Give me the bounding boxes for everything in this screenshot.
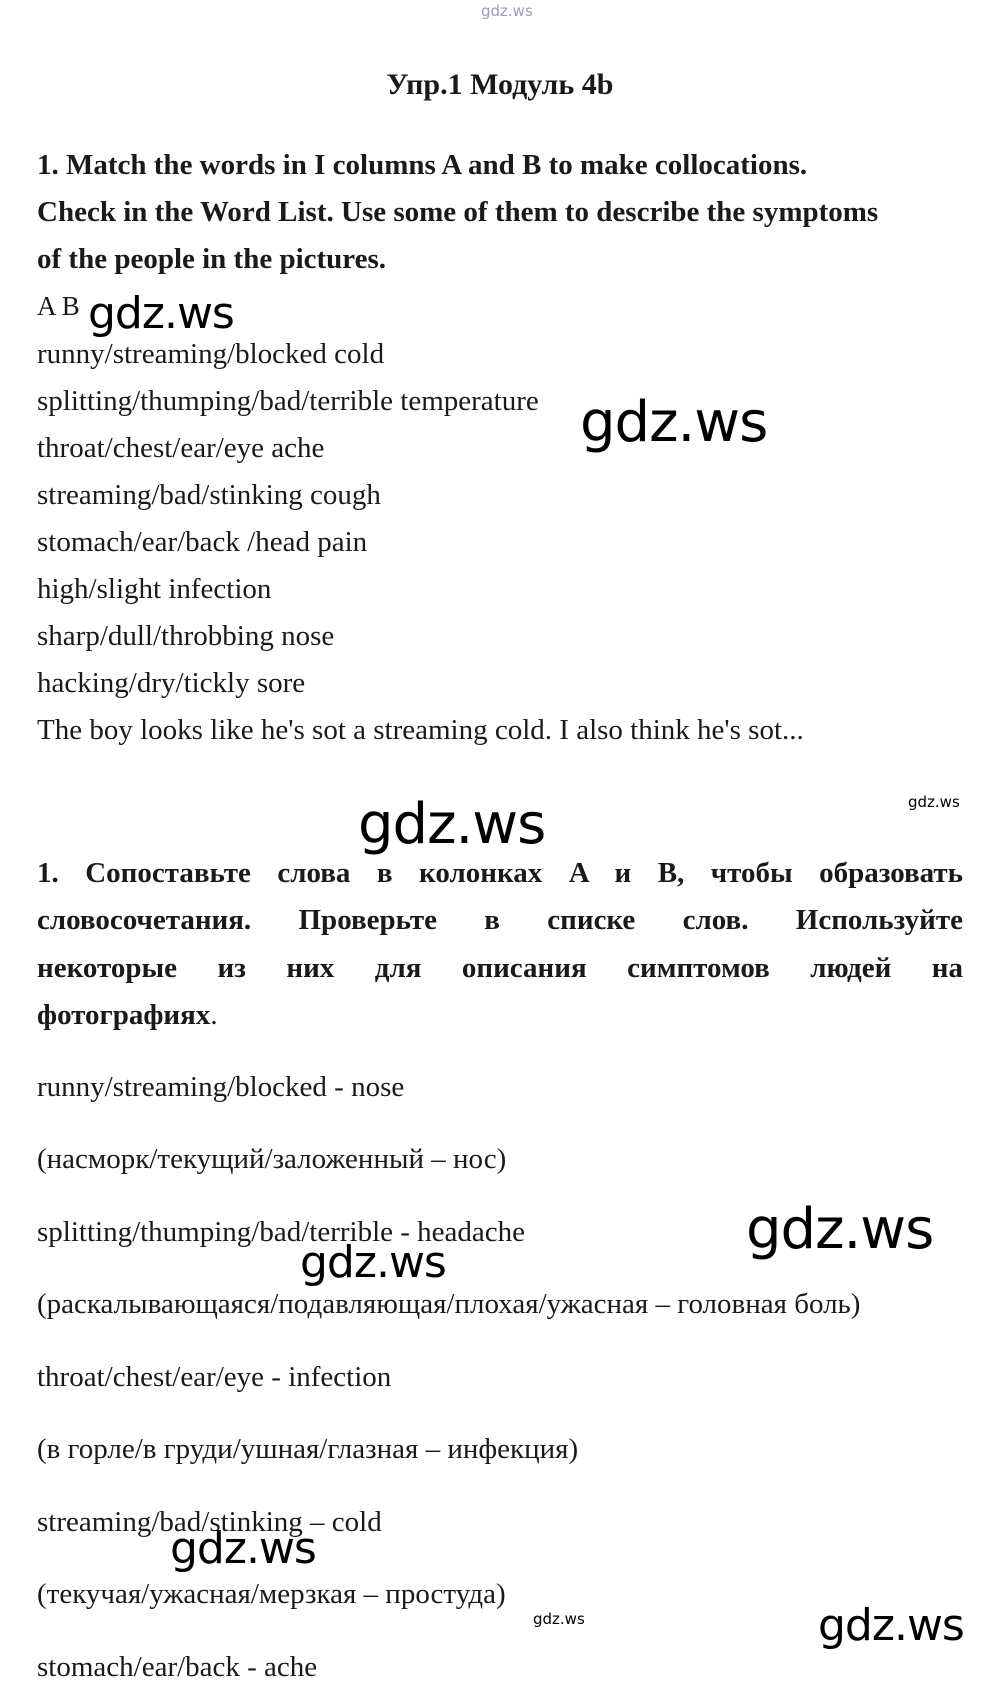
page-title: Упр.1 Модуль 4b (386, 68, 614, 101)
collocation-row: hacking/dry/tickly sore (37, 667, 306, 699)
task-ru-period: . (210, 999, 218, 1031)
columns-label: A B (37, 291, 80, 321)
watermark: gdz.ws (300, 1237, 446, 1288)
watermark: gdz.ws (818, 1600, 964, 1651)
answer-line: streaming/bad/stinking – cold (37, 1506, 382, 1538)
watermark: gdz.ws (358, 792, 546, 857)
task-ru-line-2: словосочетания. Проверьте в списке слов. Используйте (37, 904, 963, 936)
answer-line: throat/chest/ear/eye - infection (37, 1361, 392, 1393)
watermark: gdz.ws (170, 1523, 316, 1574)
watermark: gdz.ws (746, 1197, 934, 1262)
collocation-row: streaming/bad/stinking cough (37, 479, 381, 511)
answer-translation: (в горле/в груди/ушная/глазная – инфекция) (37, 1433, 579, 1465)
task-en-line-2: Check in the Word List. Use some of them to describe the symptoms (37, 196, 879, 228)
collocation-row: runny/streaming/blocked cold (37, 338, 385, 370)
answer-translation: (раскалывающаяся/подавляющая/плохая/ужасная – головная боль) (37, 1288, 861, 1320)
task-ru-line-3: некоторые из них для описания симптомов людей на (37, 952, 963, 984)
task-en-line-3: of the people in the pictures. (37, 243, 387, 275)
collocation-row: splitting/thumping/bad/terrible temperature (37, 385, 539, 417)
task-ru-line-1: 1. Сопоставьте слова в колонках A и B, чтобы образовать (37, 857, 963, 889)
task-en-line-1: 1. Match the words in I columns A and B to make collocations. (37, 149, 808, 181)
collocation-row: high/slight infection (37, 573, 272, 605)
watermark-top: gdz.ws (481, 2, 533, 20)
answer-line: stomach/ear/back - ache (37, 1651, 318, 1683)
collocation-row: sharp/dull/throbbing nose (37, 620, 335, 652)
watermark: gdz.ws (88, 288, 234, 339)
task-ru-line-4 (37, 998, 218, 1032)
answer-translation: (насморк/текущий/заложенный – нос) (37, 1143, 507, 1175)
answer-translation: (текучая/ужасная/мерзкая – простуда) (37, 1578, 506, 1610)
collocation-row: stomach/ear/back /head pain (37, 526, 368, 558)
watermark: gdz.ws (908, 793, 960, 811)
watermark: gdz.ws (533, 1610, 585, 1628)
task-ru-last-word: фотографиях (37, 999, 211, 1031)
example-sentence: The boy looks like he's sot a streaming cold. I also think he's sot... (37, 714, 804, 746)
answer-line: runny/streaming/blocked - nose (37, 1071, 405, 1103)
collocation-row: throat/chest/ear/eye ache (37, 432, 325, 464)
answer-line: splitting/thumping/bad/terrible - headache (37, 1216, 526, 1248)
watermark: gdz.ws (580, 390, 768, 455)
